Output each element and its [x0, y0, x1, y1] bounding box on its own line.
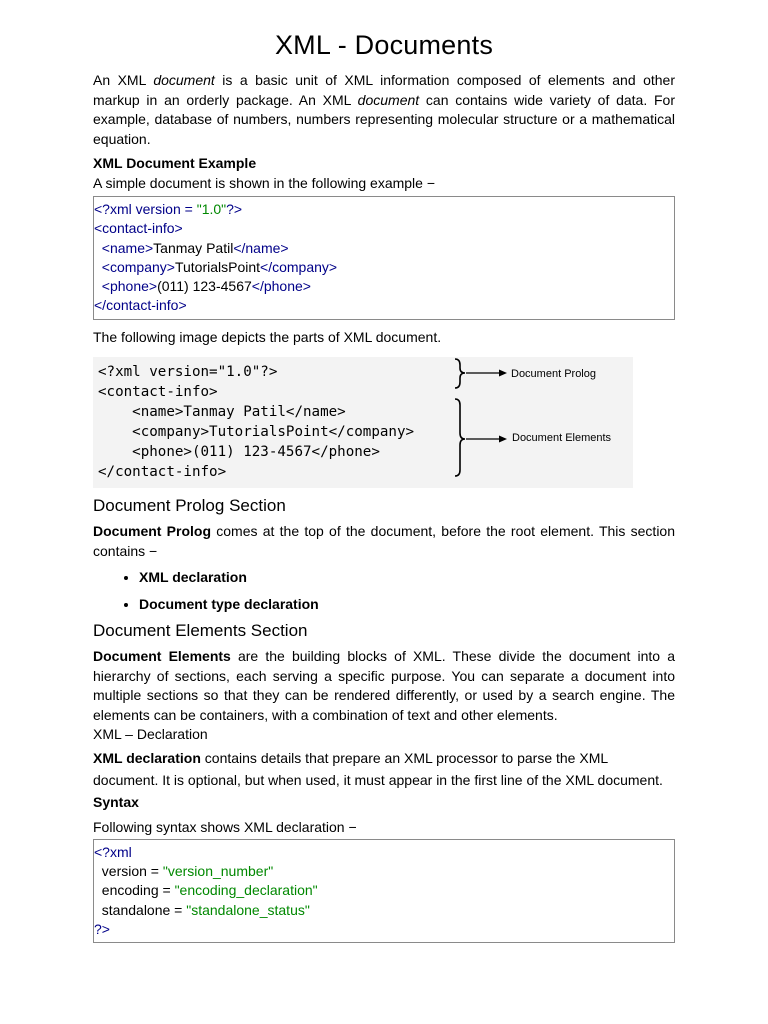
elements-paragraph: Document Elements are the building blocks of XML. These divide the document into a hierarchy of sections, each serving a specific purpose. You can separate a document into multiple sections so that they can be rendered differently, or used by a search engine. The elements can be containers, with a combination of text and other elements.: [93, 648, 675, 723]
list-item: • Document type declaration: [139, 594, 675, 614]
code-line: <?xml version = "1.0"?>: [94, 201, 243, 217]
prolog-list: [93, 567, 675, 614]
syntax-text: Following syntax shows XML declaration −: [93, 819, 357, 836]
code-line: <contact-info>: [94, 220, 183, 237]
syntax-label: Syntax: [93, 793, 139, 810]
prolog-section-heading: Document Prolog Section: [93, 496, 286, 516]
example-code-block: [93, 196, 675, 320]
syntax-code-block: [93, 839, 675, 943]
declaration-heading: XML – Declaration: [93, 726, 208, 743]
elements-arrowhead: [499, 436, 507, 443]
code-line: <name>Tanmay Patil</name>: [101, 239, 289, 256]
elements-section-heading: Document Elements Section: [93, 621, 308, 641]
xml-parts-figure: [93, 357, 633, 488]
prolog-label: Document Prolog: [511, 368, 596, 381]
intro-paragraph: An XML document is a basic unit of XML information composed of elements and other markup in an orderly package. An XML document can contains wide variety of data. For example, database of numbers, numbers representing molecular structure or a mathematical equation.: [93, 72, 675, 147]
figure-code: <?xml version="1.0"?> <contact-info> <name>Tanmay Patil</name> <company>TutorialsPoint</company> <phone>(011) 123-4567</phone> </contact-info>: [98, 364, 415, 481]
code-line: <company>TutorialsPoint</company>: [101, 258, 338, 275]
prolog-arrowhead: [499, 370, 507, 377]
list-item: • XML declaration: [139, 567, 675, 587]
code-line: encoding = "encoding_declaration": [101, 882, 318, 899]
declaration-paragraph: XML declaration contains details that prepare an XML processor to parse the XML document. It is optional, but when used, it must appear in the first line of the XML document.: [93, 749, 663, 788]
code-line: ?>: [94, 920, 110, 937]
example-text: A simple document is shown in the following example −: [93, 174, 436, 191]
example-heading: XML Document Example: [93, 155, 257, 171]
document-page: [93, 30, 675, 943]
figure-caption: The following image depicts the parts of XML document.: [93, 328, 442, 345]
code-line: <phone>(011) 123-4567</phone>: [101, 278, 311, 295]
elements-bracket: [455, 399, 465, 476]
code-line: standalone = "standalone_status": [101, 901, 310, 918]
prolog-paragraph: Document Prolog comes at the top of the document, before the root element. This section contains −: [93, 523, 675, 559]
prolog-bracket: [455, 359, 465, 388]
elements-label: Document Elements: [512, 432, 612, 445]
code-line: version = "version_number": [101, 863, 274, 880]
page-title: XML - Documents: [274, 30, 494, 60]
code-line: </contact-info>: [94, 297, 187, 314]
code-line: <?xml: [94, 843, 132, 860]
